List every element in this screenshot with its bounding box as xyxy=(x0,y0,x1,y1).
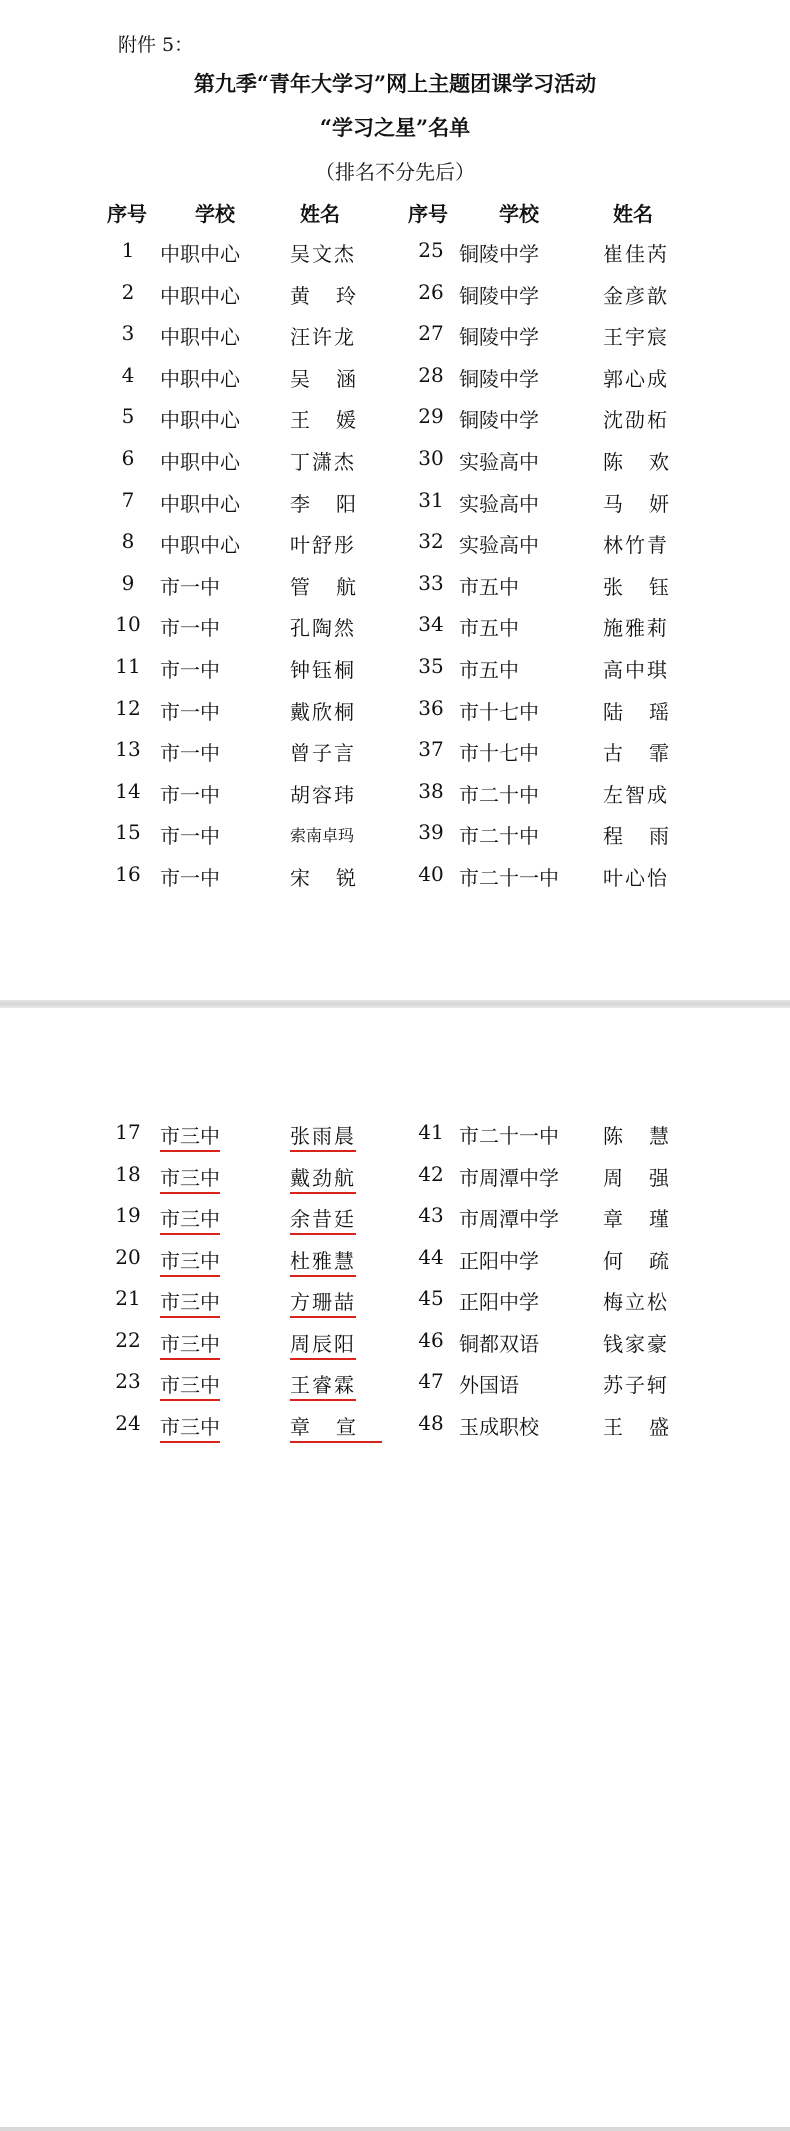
row-school: 市三中 xyxy=(160,1411,220,1443)
row-school: 市一中 xyxy=(160,574,220,599)
row-school: 中职中心 xyxy=(160,283,240,308)
row-number-right: 25 xyxy=(418,238,444,262)
row-number-right: 30 xyxy=(418,446,444,470)
row-number-right: 44 xyxy=(418,1244,444,1269)
row-school-right: 市五中 xyxy=(459,574,519,599)
row-name: 黄玲 xyxy=(290,283,382,308)
row-name: 戴欣桐 xyxy=(290,699,356,724)
row-number: 2 xyxy=(121,279,135,304)
row-name-right: 张钰 xyxy=(603,574,695,599)
row-name-right: 古霏 xyxy=(603,741,695,766)
header-no: 序号 xyxy=(107,202,147,226)
row-number-right: 38 xyxy=(418,778,444,803)
row-school-right: 市十七中 xyxy=(459,741,539,766)
row-name-right: 陈慧 xyxy=(603,1124,695,1148)
row-school: 中职中心 xyxy=(160,408,240,433)
row-school-right: 市二十中 xyxy=(459,824,539,849)
row-number: 12 xyxy=(115,695,141,720)
row-number-right: 32 xyxy=(418,529,444,554)
row-number: 3 xyxy=(121,321,135,346)
row-name: 汪许龙 xyxy=(290,325,356,350)
row-school: 市一中 xyxy=(160,824,220,849)
row-name-right: 程雨 xyxy=(603,824,695,849)
row-name-right: 叶心怡 xyxy=(603,866,669,890)
row-name: 余昔廷 xyxy=(290,1203,356,1235)
row-name-right: 何疏 xyxy=(603,1248,695,1273)
row-school: 市一中 xyxy=(160,616,220,641)
row-school-right: 市周潭中学 xyxy=(459,1207,559,1231)
row-name-right: 崔佳芮 xyxy=(603,242,669,266)
row-name: 杜雅慧 xyxy=(290,1245,356,1277)
row-name: 曾子言 xyxy=(290,741,356,766)
row-name: 胡容玮 xyxy=(290,782,356,807)
header-school: 学校 xyxy=(195,202,235,226)
row-name-right: 陈欢 xyxy=(603,450,695,474)
row-name: 索南卓玛 xyxy=(290,826,355,846)
row-name: 吴涵 xyxy=(290,366,382,391)
row-name: 宋锐 xyxy=(290,866,382,890)
document-title: 第九季“青年大学习”网上主题团课学习活动 xyxy=(193,71,597,96)
row-number: 10 xyxy=(115,612,141,637)
row-school: 中职中心 xyxy=(160,491,240,516)
row-number-right: 45 xyxy=(418,1286,444,1310)
row-number-right: 35 xyxy=(418,654,444,678)
row-school: 市三中 xyxy=(160,1120,220,1152)
row-number: 7 xyxy=(121,487,135,512)
row-school: 中职中心 xyxy=(160,242,240,266)
row-number: 22 xyxy=(115,1327,141,1352)
row-number-right: 28 xyxy=(418,362,444,387)
row-number: 4 xyxy=(121,362,135,387)
document-subtitle: （排名不分先后） xyxy=(315,160,475,184)
row-school-right: 铜陵中学 xyxy=(459,325,539,350)
row-name: 戴劲航 xyxy=(290,1162,356,1194)
row-school-right: 铜陵中学 xyxy=(459,366,539,391)
row-number: 8 xyxy=(121,529,135,554)
row-number: 17 xyxy=(115,1120,141,1144)
row-number-right: 41 xyxy=(418,1120,444,1144)
row-school-right: 实验高中 xyxy=(459,533,539,558)
page-break xyxy=(0,1000,790,1008)
row-school-right: 市二十一中 xyxy=(459,1124,559,1148)
row-number: 13 xyxy=(115,737,141,762)
row-name: 章宣 xyxy=(290,1411,382,1443)
header-school-right: 学校 xyxy=(499,202,539,226)
row-school-right: 实验高中 xyxy=(459,491,539,516)
row-school: 市三中 xyxy=(160,1369,220,1401)
row-number-right: 33 xyxy=(418,570,444,595)
row-name: 李阳 xyxy=(290,491,382,516)
row-school: 市三中 xyxy=(160,1162,220,1194)
row-number: 23 xyxy=(115,1369,141,1393)
row-name-right: 王盛 xyxy=(603,1414,695,1439)
row-school: 中职中心 xyxy=(160,450,240,474)
row-school-right: 正阳中学 xyxy=(459,1290,539,1314)
row-school-right: 玉成职校 xyxy=(459,1414,539,1439)
row-number: 1 xyxy=(121,238,135,262)
row-name-right: 王宇宸 xyxy=(603,325,669,350)
row-school-right: 铜陵中学 xyxy=(459,283,539,308)
page-bottom-edge xyxy=(0,2127,790,2131)
row-school-right: 铜陵中学 xyxy=(459,408,539,433)
row-number: 6 xyxy=(121,446,135,470)
row-school: 中职中心 xyxy=(160,366,240,391)
row-number-right: 36 xyxy=(418,695,444,720)
row-school: 市一中 xyxy=(160,741,220,766)
row-name-right: 苏子轲 xyxy=(603,1373,669,1397)
row-name-right: 施雅莉 xyxy=(603,616,669,641)
row-name: 孔陶然 xyxy=(290,616,356,641)
row-name-right: 金彦歆 xyxy=(603,283,669,308)
row-school: 市一中 xyxy=(160,658,220,682)
row-school-right: 外国语 xyxy=(459,1373,519,1397)
row-school-right: 正阳中学 xyxy=(459,1248,539,1273)
row-number-right: 47 xyxy=(418,1369,444,1393)
row-number: 11 xyxy=(115,654,141,678)
row-number: 5 xyxy=(121,404,135,429)
row-number-right: 31 xyxy=(418,487,444,512)
row-name-right: 林竹青 xyxy=(603,533,669,558)
row-number: 19 xyxy=(115,1203,141,1227)
row-school-right: 市五中 xyxy=(459,616,519,641)
row-number: 20 xyxy=(115,1244,141,1269)
row-school: 中职中心 xyxy=(160,325,240,350)
row-school: 市一中 xyxy=(160,699,220,724)
row-name-right: 周强 xyxy=(603,1165,695,1190)
row-name-right: 左智成 xyxy=(603,782,669,807)
row-number-right: 26 xyxy=(418,279,444,304)
row-number-right: 46 xyxy=(418,1327,444,1352)
row-number-right: 27 xyxy=(418,321,444,346)
row-name: 方珊喆 xyxy=(290,1286,356,1318)
document-page-2 xyxy=(0,1008,790,2127)
row-school: 市一中 xyxy=(160,782,220,807)
row-number: 21 xyxy=(115,1286,141,1310)
row-name: 张雨晨 xyxy=(290,1120,356,1152)
row-name-right: 钱家豪 xyxy=(603,1331,669,1356)
row-number: 14 xyxy=(115,778,141,803)
row-name: 王睿霖 xyxy=(290,1369,356,1401)
row-name: 丁潇杰 xyxy=(290,450,356,474)
row-number-right: 48 xyxy=(418,1410,444,1435)
row-number: 18 xyxy=(115,1161,141,1186)
document-page-1 xyxy=(0,0,790,1000)
row-number-right: 39 xyxy=(418,820,444,845)
row-name: 吴文杰 xyxy=(290,242,356,266)
row-school: 市三中 xyxy=(160,1286,220,1318)
row-school-right: 市十七中 xyxy=(459,699,539,724)
row-school: 市三中 xyxy=(160,1245,220,1277)
row-name: 叶舒彤 xyxy=(290,533,356,558)
row-number-right: 34 xyxy=(418,612,444,637)
row-school-right: 铜都双语 xyxy=(459,1331,539,1356)
row-school: 市三中 xyxy=(160,1328,220,1360)
row-name-right: 沈劭柘 xyxy=(603,408,669,433)
row-number: 16 xyxy=(115,862,141,886)
row-school-right: 市五中 xyxy=(459,658,519,682)
header-name-right: 姓名 xyxy=(613,202,653,226)
row-name: 管航 xyxy=(290,574,382,599)
row-school-right: 实验高中 xyxy=(459,450,539,474)
row-school-right: 市二十中 xyxy=(459,782,539,807)
row-name-right: 梅立松 xyxy=(603,1290,669,1314)
row-name-right: 高中琪 xyxy=(603,658,669,682)
row-name: 王媛 xyxy=(290,408,382,433)
row-school-right: 市二十一中 xyxy=(459,866,559,890)
header-name: 姓名 xyxy=(300,202,340,226)
row-school: 中职中心 xyxy=(160,533,240,558)
row-number-right: 40 xyxy=(418,862,444,886)
row-number: 15 xyxy=(115,820,141,845)
row-name-right: 章瑾 xyxy=(603,1207,695,1231)
row-name: 周辰阳 xyxy=(290,1328,356,1360)
row-school: 市三中 xyxy=(160,1203,220,1235)
row-name-right: 马妍 xyxy=(603,491,695,516)
row-school: 市一中 xyxy=(160,866,220,890)
row-number: 24 xyxy=(115,1410,141,1435)
row-name-right: 陆瑶 xyxy=(603,699,695,724)
row-name: 钟钰桐 xyxy=(290,658,356,682)
row-number: 9 xyxy=(121,570,135,595)
header-no-right: 序号 xyxy=(408,202,448,226)
row-school-right: 铜陵中学 xyxy=(459,242,539,266)
row-number-right: 42 xyxy=(418,1161,444,1186)
row-number-right: 29 xyxy=(418,404,444,429)
attachment-label: 附件 5： xyxy=(118,34,194,56)
row-name-right: 郭心成 xyxy=(603,366,669,391)
row-school-right: 市周潭中学 xyxy=(459,1165,559,1190)
row-number-right: 37 xyxy=(418,737,444,762)
document-title-line2: “学习之星”名单 xyxy=(319,115,471,140)
row-number-right: 43 xyxy=(418,1203,444,1227)
